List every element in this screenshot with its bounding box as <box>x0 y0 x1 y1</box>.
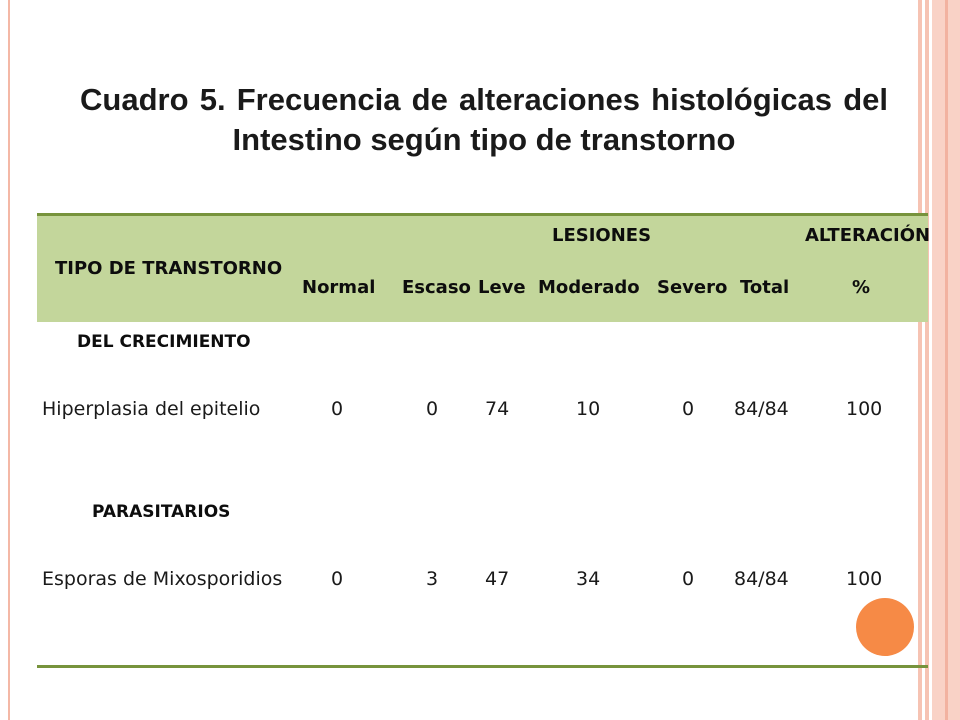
header-col-moderado: Moderado <box>538 277 640 298</box>
cell-leve: 47 <box>485 568 510 590</box>
header-col-escaso: Escaso <box>402 277 471 298</box>
orange-circle-decoration <box>856 598 914 656</box>
cell-severo: 0 <box>682 568 695 590</box>
slide-title <box>80 80 888 160</box>
header-col-total: Total <box>740 277 790 298</box>
title-line-1: Cuadro 5. Frecuencia de alteraciones histológicas del <box>80 82 888 117</box>
cell-moderado: 34 <box>576 568 601 590</box>
header-col-leve: Leve <box>478 277 526 298</box>
row-name: Hiperplasia del epitelio <box>42 398 261 420</box>
cell-percent: 100 <box>846 568 883 590</box>
cell-severo: 0 <box>682 398 695 420</box>
header-col-severo: Severo <box>657 277 728 298</box>
section-label-del-crecimiento: DEL CRECIMIENTO <box>77 332 251 352</box>
header-lesiones: LESIONES <box>552 225 652 246</box>
row-name: Esporas de Mixosporidios <box>42 568 283 590</box>
cell-escaso: 0 <box>426 398 439 420</box>
cell-percent: 100 <box>846 398 883 420</box>
section-label-parasitarios: PARASITARIOS <box>92 502 231 522</box>
right-frame-stripes <box>918 0 960 720</box>
table-bottom-rule <box>37 665 928 668</box>
cell-total: 84/84 <box>734 568 789 590</box>
header-col-percent: % <box>852 277 871 298</box>
cell-normal: 0 <box>331 568 344 590</box>
cell-escaso: 3 <box>426 568 439 590</box>
left-frame-line <box>8 0 10 720</box>
header-tipo-de-transtorno: TIPO DE TRANSTORNO <box>55 258 283 279</box>
header-col-normal: Normal <box>302 277 376 298</box>
cell-total: 84/84 <box>734 398 789 420</box>
cell-normal: 0 <box>331 398 344 420</box>
cell-moderado: 10 <box>576 398 601 420</box>
header-alteracion: ALTERACIÓN <box>805 225 931 246</box>
cell-leve: 74 <box>485 398 510 420</box>
title-line-2: Intestino según tipo de transtorno <box>232 122 736 157</box>
